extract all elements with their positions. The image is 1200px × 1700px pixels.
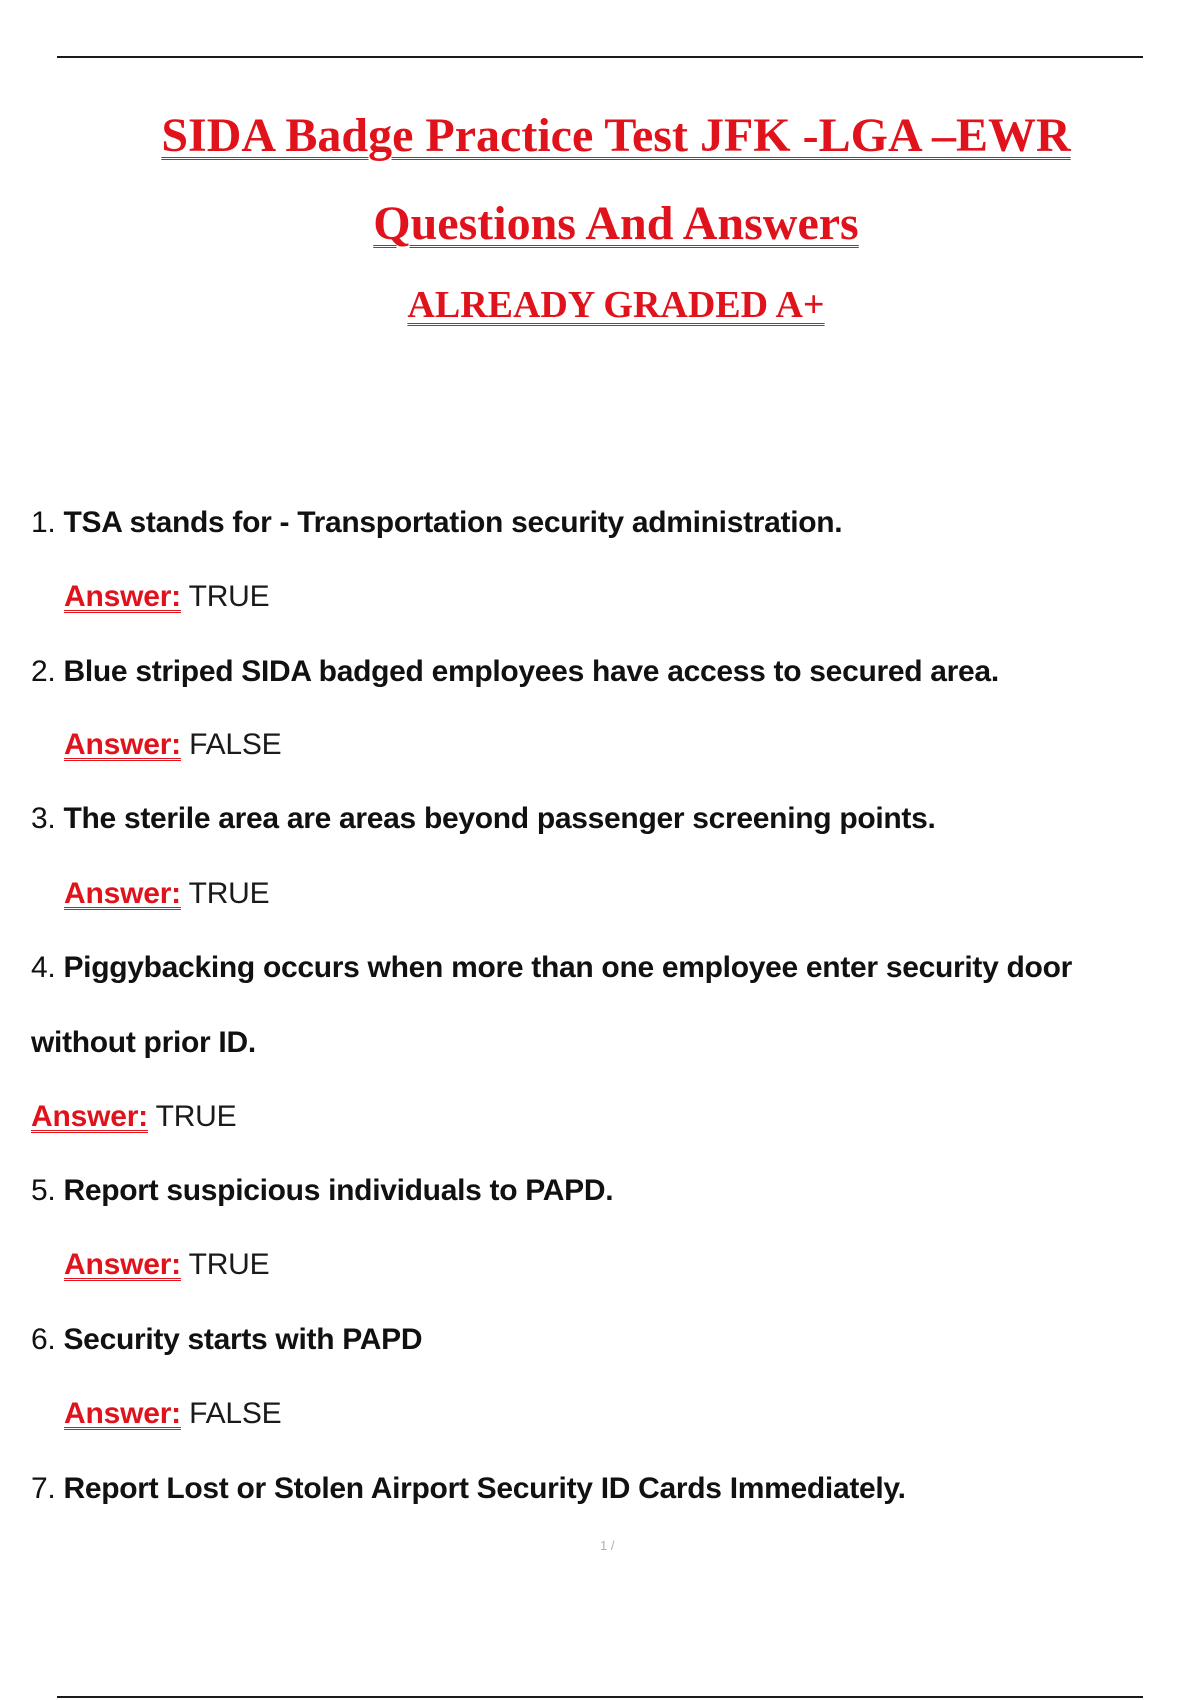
question-number: 4. <box>31 951 56 984</box>
question-text: The sterile area are areas beyond passenger screening points. <box>63 802 936 835</box>
answer-6 <box>64 1394 282 1434</box>
question-6 <box>31 1320 422 1360</box>
answer-3 <box>64 874 269 914</box>
question-number: 7. <box>31 1472 56 1505</box>
answer-label: Answer: <box>64 877 181 910</box>
document-title-line-1: SIDA Badge Practice Test JFK -LGA –EWR <box>161 109 1071 162</box>
answer-value: TRUE <box>188 877 270 910</box>
question-4-continuation <box>31 1023 256 1063</box>
answer-label: Answer: <box>64 728 181 761</box>
answer-label: Answer: <box>31 1100 148 1133</box>
question-text: Report suspicious individuals to PAPD. <box>63 1174 614 1207</box>
question-text: Piggybacking occurs when more than one employee enter security door <box>63 951 1072 984</box>
question-number: 6. <box>31 1323 56 1356</box>
question-number: 1. <box>31 506 56 539</box>
question-1 <box>31 503 842 543</box>
page-number: 1 / <box>600 1538 615 1553</box>
question-number: 3. <box>31 802 56 835</box>
question-3 <box>31 799 936 839</box>
question-7 <box>31 1469 906 1509</box>
answer-label: Answer: <box>64 1248 181 1281</box>
question-text: Security starts with PAPD <box>63 1323 423 1356</box>
question-text: TSA stands for - Transportation security administration. <box>63 506 843 539</box>
answer-label: Answer: <box>64 1397 181 1430</box>
question-number: 5. <box>31 1174 56 1207</box>
question-4 <box>31 948 1072 988</box>
document-title-line-2: Questions And Answers <box>373 197 859 250</box>
answer-value: TRUE <box>188 580 270 613</box>
question-text-continuation: without prior ID. <box>31 1026 256 1059</box>
question-number: 2. <box>31 655 56 688</box>
answer-5 <box>64 1245 269 1285</box>
answer-value: FALSE <box>189 1397 282 1430</box>
question-2 <box>31 652 999 692</box>
answer-label: Answer: <box>64 580 181 613</box>
answer-value: FALSE <box>189 728 282 761</box>
question-text: Blue striped SIDA badged employees have access to secured area. <box>63 655 999 688</box>
answer-value: TRUE <box>188 1248 270 1281</box>
answer-value: TRUE <box>155 1100 237 1133</box>
answer-1 <box>64 577 269 617</box>
answer-2 <box>64 725 282 765</box>
answer-4 <box>31 1097 236 1137</box>
question-text: Report Lost or Stolen Airport Security ID Cards Immediately. <box>63 1472 906 1505</box>
top-rule <box>57 56 1143 58</box>
bottom-rule <box>57 1696 1143 1698</box>
question-5 <box>31 1171 613 1211</box>
document-subtitle: ALREADY GRADED A+ <box>407 284 825 326</box>
